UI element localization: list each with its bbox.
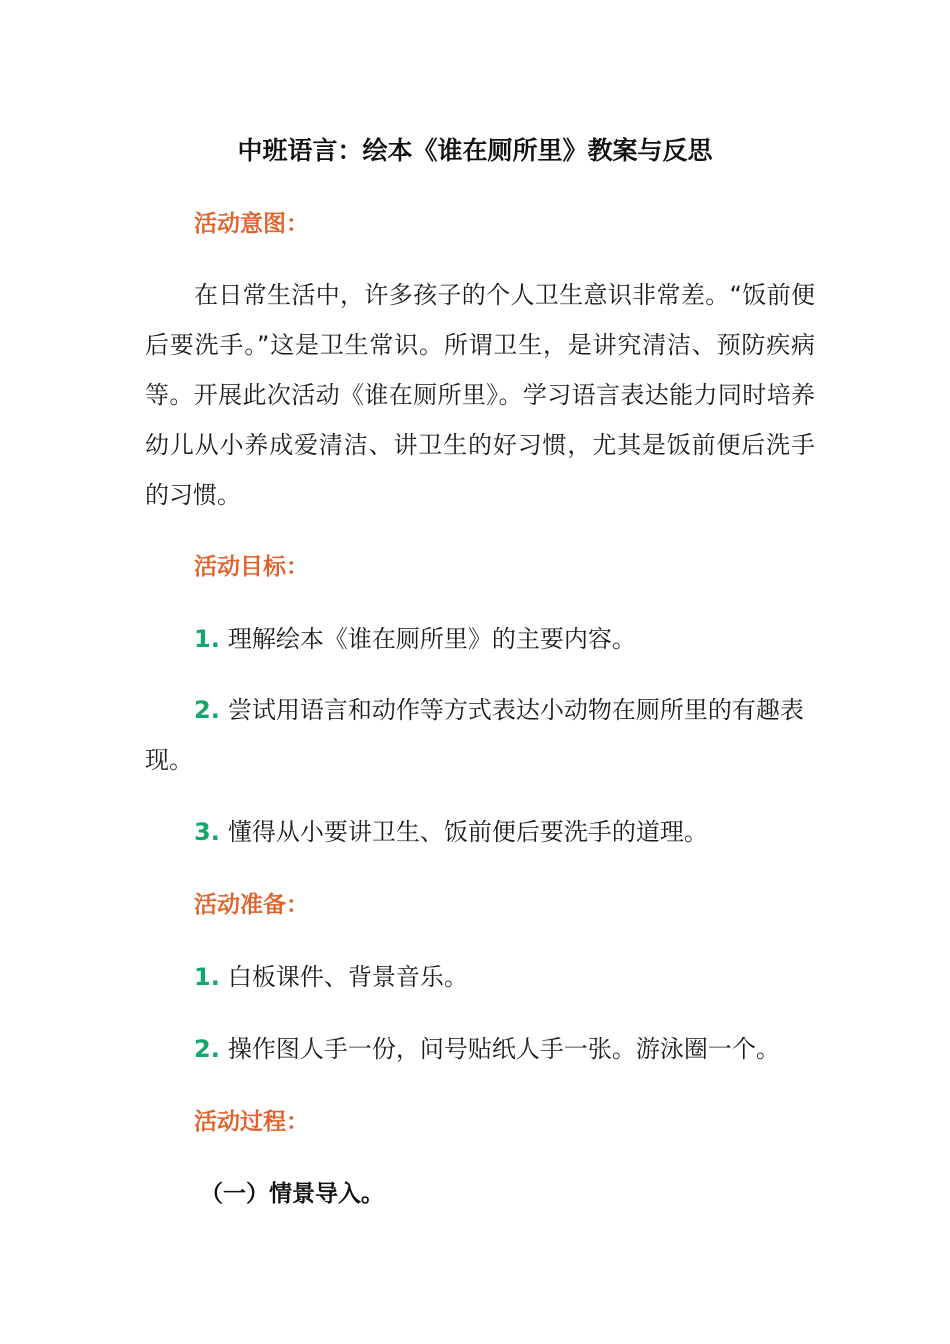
goal-item xyxy=(145,807,815,857)
prep-item-text: 操作图人手一份，问号贴纸人手一张。游泳圈一个。 xyxy=(227,1035,780,1063)
prep-item xyxy=(145,1024,815,1074)
document-title: 中班语言：绘本《谁在厕所里》教案与反思 xyxy=(237,136,713,165)
intent-paragraph: 在日常生活中，许多孩子的个人卫生意识非常差。“饭前便后要洗手。”这是卫生常识。所谓卫生，是讲究清洁、预防疾病等。开展此次活动《谁在厕所里》。学习语言表达能力同时培养幼儿从小养成爱清洁、讲卫生的好习惯，尤其是饭前便后洗手的习惯。 xyxy=(145,281,815,509)
process-subheading: （一）情景导入。 xyxy=(200,1181,384,1207)
goal-item xyxy=(145,685,815,785)
goal-item-number: 1. xyxy=(194,625,220,653)
section-heading-prep: 活动准备： xyxy=(194,892,309,918)
goal-item-text: 尝试用语言和动作等方式表达小动物在厕所里的有趣表现。 xyxy=(145,696,804,774)
goal-item xyxy=(145,614,815,664)
goal-item-number: 3. xyxy=(194,818,220,846)
prep-item-number: 2. xyxy=(194,1035,220,1063)
prep-item-text: 白板课件、背景音乐。 xyxy=(227,963,468,991)
section-heading-process: 活动过程： xyxy=(194,1109,309,1135)
prep-item-number: 1. xyxy=(194,963,220,991)
prep-item xyxy=(145,952,815,1002)
goal-item-text: 理解绘本《谁在厕所里》的主要内容。 xyxy=(227,625,636,653)
goal-item-number: 2. xyxy=(194,696,220,724)
goal-item-text: 懂得从小要讲卫生、饭前便后要洗手的道理。 xyxy=(227,818,708,846)
section-heading-goals: 活动目标： xyxy=(194,554,309,580)
section-heading-intent: 活动意图： xyxy=(194,211,309,237)
